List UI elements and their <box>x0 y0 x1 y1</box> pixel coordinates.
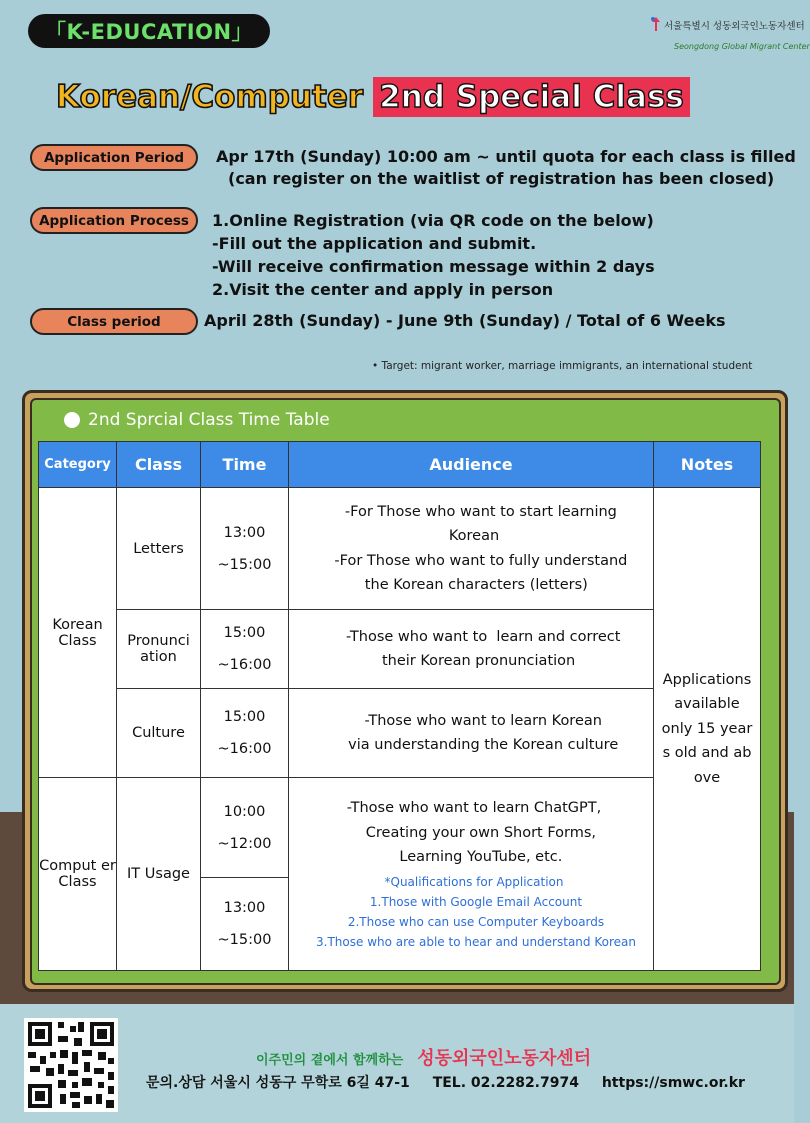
center-logo <box>648 16 810 60</box>
category-computer-class: Comput er Class <box>39 778 117 971</box>
application-process-label: Application Process <box>30 207 198 234</box>
logo-mark-icon <box>650 16 662 32</box>
qualification-item: 1.Those with Google Email Account <box>369 894 583 909</box>
bullet-dot-icon <box>64 412 80 428</box>
page-title <box>56 74 690 120</box>
time-start: 15:00 <box>223 625 266 641</box>
audience-line: Korean <box>448 528 500 544</box>
class-period-text: April 28th (Sunday) - June 9th (Sunday) / Total of 6 Weeks <box>204 311 726 330</box>
time-end: ~15:00 <box>217 556 272 573</box>
audience-line: Learning YouTube, etc. <box>385 849 563 865</box>
table-row <box>39 488 761 610</box>
time-pronunciation <box>201 610 289 689</box>
header-audience: Audience <box>289 442 654 488</box>
table-row <box>39 689 761 778</box>
audience-line: -Those who want to learn and correct <box>327 628 621 645</box>
application-process-line4: 2.Visit the center and apply in person <box>212 280 554 299</box>
timetable <box>38 441 761 971</box>
table-row <box>39 610 761 689</box>
audience-it-usage <box>289 778 654 971</box>
time-end: ~12:00 <box>217 835 272 852</box>
application-period-label: Application Period <box>30 144 198 171</box>
time-end: ~15:00 <box>217 932 272 948</box>
title-part2: 2nd Special Class <box>373 77 690 117</box>
application-process-line3: -Will receive confirmation message within 2 days <box>212 257 655 276</box>
application-period-line2: (can register on the waitlist of registration has been closed) <box>228 169 775 188</box>
time-start: 13:00 <box>223 524 266 541</box>
header-notes: Notes <box>654 442 761 488</box>
class-period-label: Class period <box>30 308 198 335</box>
audience-line: via understanding the Korean culture <box>329 737 619 753</box>
footer-center-name <box>256 1044 591 1070</box>
header-category: Category <box>39 442 117 488</box>
qualification-item: 2.Those who can use Computer Keyboards <box>347 914 605 929</box>
audience-line: -Those who want to learn Korean <box>346 712 602 729</box>
time-start: 10:00 <box>223 803 266 820</box>
time-end: ~16:00 <box>217 657 272 673</box>
timetable-title-text: 2nd Sprcial Class Time Table <box>88 410 330 430</box>
class-culture: Culture <box>117 689 201 778</box>
qualification-item: 3.Those who are able to hear and understand Korean <box>316 934 636 949</box>
audience-line: the Korean characters (letters) <box>360 577 588 593</box>
application-process-line1: 1.Online Registration (via QR code on the below) <box>212 211 654 230</box>
notes-age-requirement <box>654 488 761 971</box>
audience-culture <box>289 689 654 778</box>
class-letters: Letters <box>117 488 201 610</box>
time-it-slot2 <box>201 878 289 971</box>
table-header-row <box>39 442 761 488</box>
time-culture <box>201 689 289 778</box>
time-it-slot1 <box>201 778 289 878</box>
footer-website-link[interactable]: https://smwc.or.kr <box>601 1075 745 1091</box>
audience-letters <box>289 488 654 610</box>
time-start: 15:00 <box>223 709 266 725</box>
header-class: Class <box>117 442 201 488</box>
table-row <box>39 778 761 878</box>
audience-line: their Korean pronunciation <box>372 653 576 669</box>
audience-line: Creating your own Short Forms, <box>351 824 597 841</box>
time-start: 13:00 <box>223 900 266 916</box>
logo-korean-text: 서울특별시 성동외국인노동자센터 <box>664 21 805 32</box>
timetable-title <box>64 410 330 430</box>
qr-code-icon[interactable] <box>24 1018 118 1112</box>
class-it-usage: IT Usage <box>117 778 201 971</box>
qualifications-title: *Qualifications for Application <box>384 874 564 889</box>
notes-text: Applications available only 15 year s old and ab ove <box>661 671 753 786</box>
application-process-line2: -Fill out the application and submit. <box>212 234 537 253</box>
k-education-badge: 「K-EDUCATION」 <box>28 14 270 48</box>
target-audience-note: • Target: migrant worker, marriage immigrants, an international student <box>372 360 753 372</box>
footer-subtitle: 이주민의 곁에서 함께하는 <box>256 1053 404 1068</box>
class-pronunciation: Pronunci ation <box>117 610 201 689</box>
footer-address: 문의.상담 서울시 성동구 무학로 6길 47-1 <box>146 1075 410 1091</box>
footer-center-title: 성동외국인노동자센터 <box>417 1048 592 1069</box>
audience-pronunciation <box>289 610 654 689</box>
footer-contact <box>146 1072 763 1092</box>
application-period-line1: Apr 17th (Sunday) 10:00 am ~ until quota for each class is filled <box>216 147 796 166</box>
logo-english-text: Seongdong Global Migrant Center <box>674 42 810 51</box>
title-part1: Korean/Computer <box>56 79 364 115</box>
audience-line: -Those who want to learn ChatGPT, <box>346 800 602 816</box>
time-end: ~16:00 <box>217 741 272 757</box>
footer-tel: TEL. 02.2282.7974 <box>432 1075 579 1091</box>
time-letters <box>201 488 289 610</box>
audience-line: -For Those who want to fully understand <box>320 552 628 569</box>
category-korean-class: Korean Class <box>39 488 117 778</box>
audience-line: -For Those who want to start learning <box>331 503 617 520</box>
header-time: Time <box>201 442 289 488</box>
